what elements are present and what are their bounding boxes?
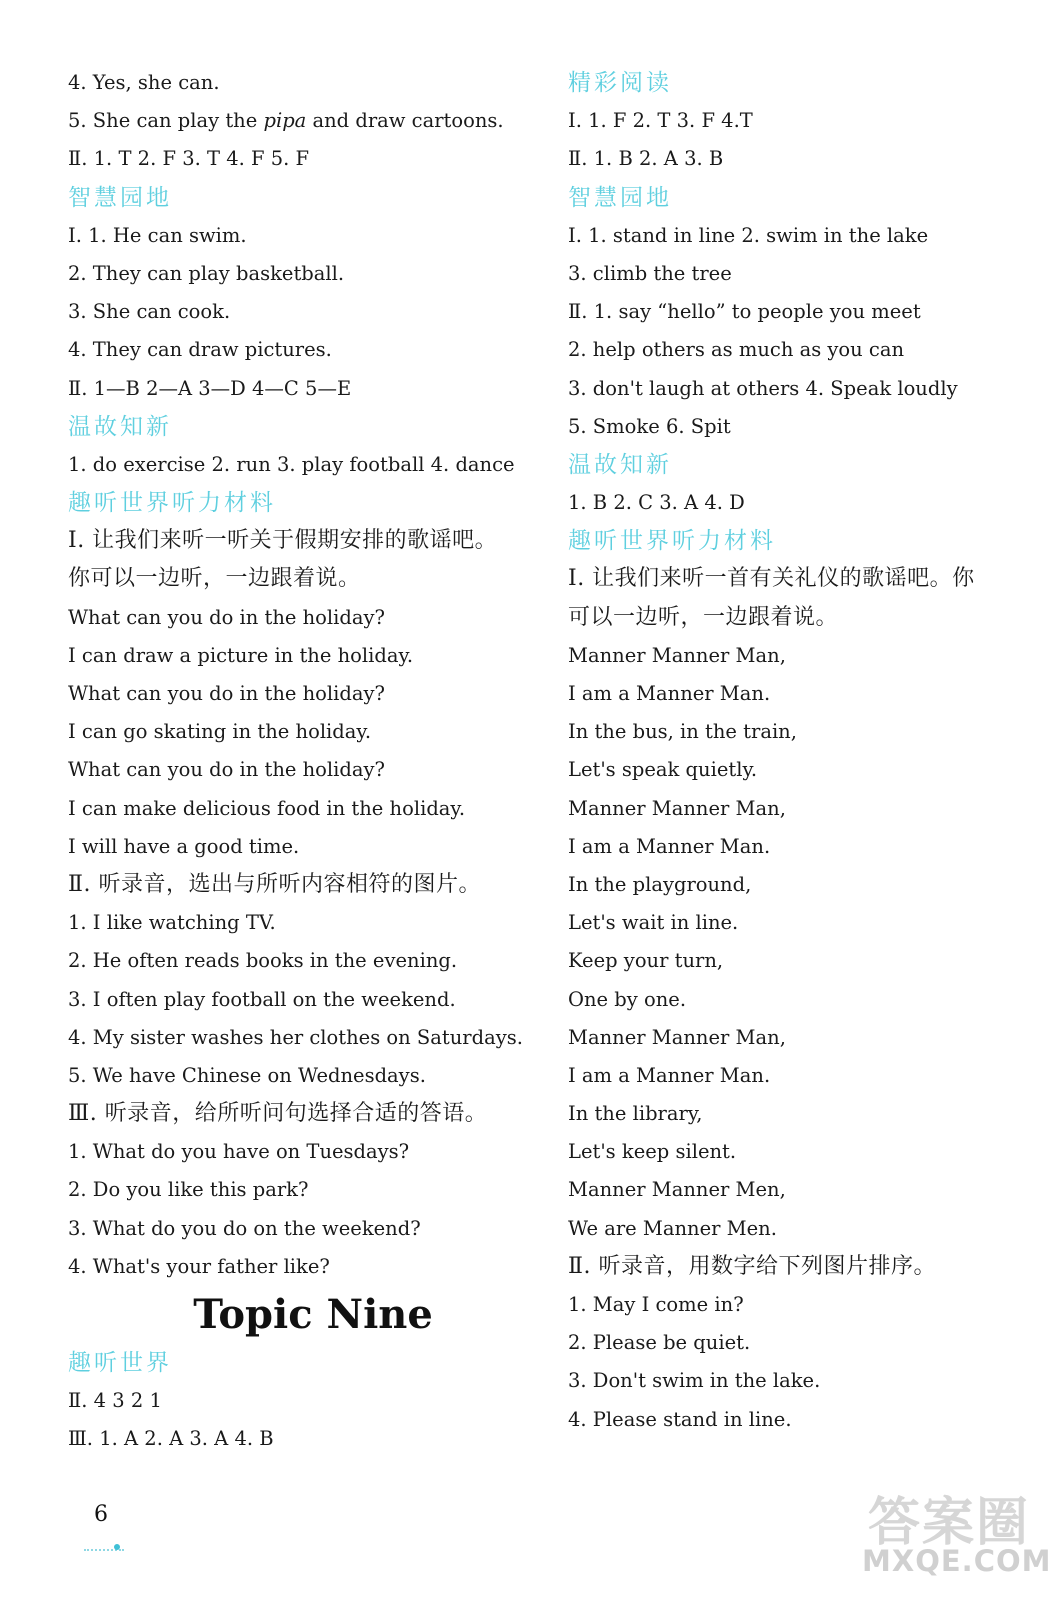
answer-line: Ⅲ. 1. A 2. A 3. A 4. B (68, 1427, 274, 1451)
answer-line: I am a Manner Man. (568, 834, 771, 858)
answer-line: Manner Manner Men, (568, 1178, 786, 1202)
answer-line: I will have a good time. (68, 834, 300, 858)
answer-line: I can draw a picture in the holiday. (68, 643, 414, 667)
answer-line: Manner Manner Man, (568, 643, 786, 667)
answer-line: Let's wait in line. (568, 911, 739, 935)
answer-line: 3. climb the tree (568, 261, 732, 285)
answer-line: One by one. (568, 987, 687, 1011)
answer-line: Ⅱ. 1. B 2. A 3. B (568, 147, 724, 171)
answer-line: 3. don't laugh at others 4. Speak loudly (568, 376, 958, 400)
answer-line: 2. He often reads books in the evening. (68, 949, 458, 973)
answer-line: 3. What do you do on the weekend? (68, 1216, 421, 1240)
answer-line: 4. What's your father like? (68, 1254, 330, 1278)
answer-line: 5. We have Chinese on Wednesdays. (68, 1063, 426, 1087)
answer-line: Ⅱ. 1. T 2. F 3. T 4. F 5. F (68, 147, 310, 171)
answer-line: 1. What do you have on Tuesdays? (68, 1140, 410, 1164)
answer-line: In the library, (568, 1102, 703, 1126)
answer-line: I can make delicious food in the holiday. (68, 796, 466, 820)
answer-line: In the bus, in the train, (568, 720, 797, 744)
text-span: 5. She can play the (68, 109, 264, 133)
answer-line: Ⅰ. 1. stand in line 2. swim in the lake (568, 223, 929, 247)
section-heading: 温故知新 (68, 413, 172, 440)
instruction-line: Ⅲ. 听录音，给所听问句选择合适的答语。 (68, 1101, 488, 1127)
answer-line: 4. My sister washes her clothes on Saturdays. (68, 1025, 523, 1049)
answer-line: What can you do in the holiday? (68, 682, 385, 705)
instruction-line: 可以一边听，一边跟着说。 (568, 604, 839, 630)
watermark-url: MXQE.COM (862, 1544, 1052, 1578)
answer-line: 1. May I come in? (568, 1293, 744, 1316)
answer-line: In the playground, (568, 872, 752, 896)
italic-text: pipa (263, 109, 307, 133)
answer-line: Manner Manner Man, (568, 1025, 786, 1049)
answer-line: Ⅱ. 1. say “hello” to people you meet (568, 300, 921, 324)
page-number-dot (114, 1544, 120, 1550)
right-column (568, 64, 1038, 1439)
section-heading: 趣听世界听力材料 (568, 528, 776, 555)
text-span: and draw cartoons. (306, 109, 504, 133)
answer-line: 3. Don't swim in the lake. (568, 1369, 821, 1393)
section-heading: 温故知新 (568, 451, 672, 478)
answer-line: 4. Please stand in line. (568, 1407, 792, 1431)
answer-line: Manner Manner Man, (568, 796, 786, 820)
answer-line: Ⅰ. 1. He can swim. (68, 223, 247, 247)
watermark-logo: 答案圈 (868, 1493, 1031, 1553)
answer-line (68, 102, 538, 140)
answer-line: Ⅱ. 1—B 2—A 3—D 4—C 5—E (68, 376, 352, 400)
answer-line: We are Manner Men. (568, 1216, 777, 1240)
answer-line: Ⅱ. 4 3 2 1 (68, 1389, 162, 1413)
instruction-line: Ⅰ. 让我们来听一听关于假期安排的歌谣吧。 (68, 528, 498, 554)
instruction-line: Ⅰ. 让我们来听一首有关礼仪的歌谣吧。你 (568, 566, 975, 592)
answer-line: I can go skating in the holiday. (68, 720, 372, 744)
answer-line: I am a Manner Man. (568, 1063, 771, 1087)
answer-line: I am a Manner Man. (568, 682, 771, 705)
page-number: 6 (94, 1502, 108, 1527)
answer-line: Keep your turn, (568, 949, 724, 973)
instruction-line: Ⅱ. 听录音，用数字给下列图片排序。 (568, 1253, 936, 1279)
answer-line: Let's speak quietly. (568, 758, 758, 782)
answer-line: Let's keep silent. (568, 1140, 737, 1164)
section-heading: 智慧园地 (568, 184, 672, 211)
answer-line: 1. B 2. C 3. A 4. D (568, 491, 745, 515)
watermark (862, 1480, 1052, 1586)
instruction-line: Ⅱ. 听录音，选出与所听内容相符的图片。 (68, 871, 481, 897)
topic-title: Topic Nine (193, 1291, 433, 1338)
instruction-line: 你可以一边听，一边跟着说。 (68, 566, 361, 592)
section-heading: 趣听世界听力材料 (68, 490, 276, 517)
left-column (68, 64, 538, 1459)
answer-line: 2. Do you like this park? (68, 1178, 309, 1202)
answer-line: 5. Smoke 6. Spit (568, 414, 731, 438)
answer-line: 1. I like watching TV. (68, 911, 276, 935)
section-heading: 趣听世界 (68, 1350, 172, 1376)
answer-line: 4. Yes, she can. (68, 71, 220, 94)
answer-line: What can you do in the holiday? (68, 758, 385, 782)
answer-line: 2. help others as much as you can (568, 338, 905, 362)
answer-line: 3. I often play football on the weekend. (68, 987, 456, 1011)
answer-line: Ⅰ. 1. F 2. T 3. F 4.T (568, 109, 753, 133)
answer-line: 2. Please be quiet. (568, 1331, 751, 1355)
section-heading: 智慧园地 (68, 184, 172, 211)
answer-line: 4. They can draw pictures. (68, 338, 332, 362)
answer-line: What can you do in the holiday? (68, 605, 385, 629)
section-heading: 精彩阅读 (568, 70, 672, 96)
answer-line: 2. They can play basketball. (68, 261, 345, 285)
answer-line: 3. She can cook. (68, 300, 231, 324)
answer-line: 1. do exercise 2. run 3. play football 4. dance (68, 452, 515, 476)
